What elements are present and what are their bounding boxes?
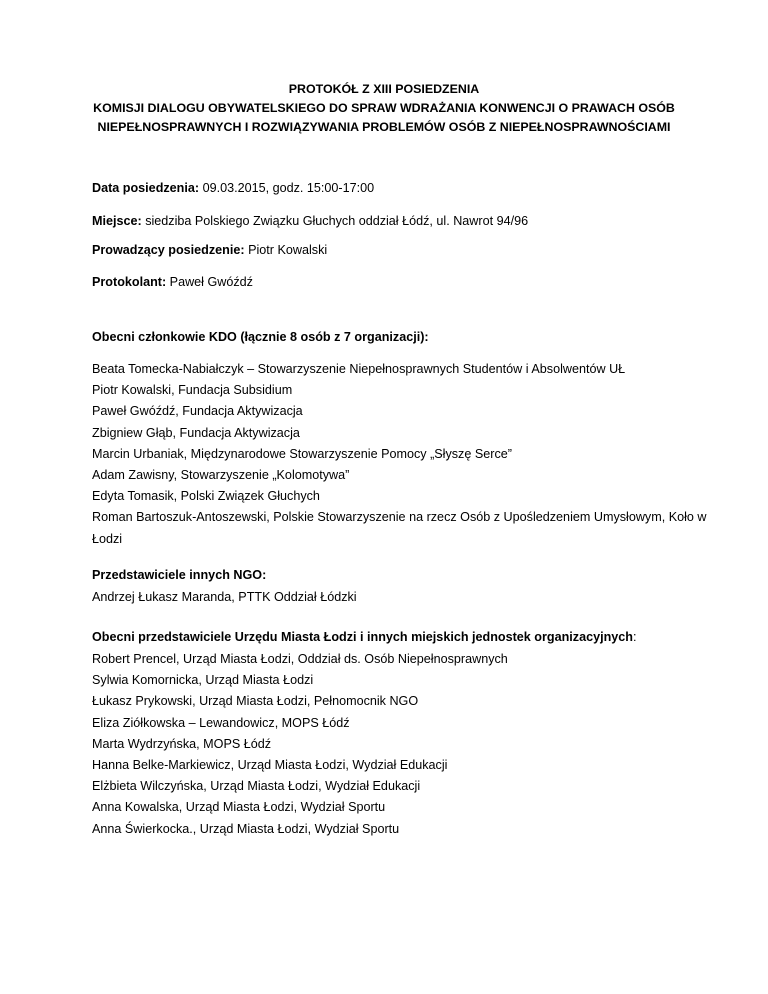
list-item: Edyta Tomasik, Polski Związek Głuchych bbox=[92, 489, 320, 504]
title-line-1: PROTOKÓŁ Z XIII POSIEDZENIA bbox=[288, 82, 480, 96]
list-item: Marcin Urbaniak, Międzynarodowe Stowarzyszenie Pomocy „Słyszę Serce” bbox=[92, 446, 512, 461]
members-list bbox=[92, 359, 712, 550]
list-item: Andrzej Łukasz Maranda, PTTK Oddział Łódzki bbox=[92, 590, 357, 604]
list-item: Łukasz Prykowski, Urząd Miasta Łodzi, Pełnomocnik NGO bbox=[92, 694, 419, 709]
meeting-chair-value: Piotr Kowalski bbox=[244, 243, 328, 257]
list-item: Zbigniew Głąb, Fundacja Aktywizacja bbox=[92, 425, 300, 440]
city-heading bbox=[92, 630, 636, 644]
list-item: Robert Prencel, Urząd Miasta Łodzi, Oddział ds. Osób Niepełnosprawnych bbox=[92, 652, 508, 666]
list-item: Beata Tomecka-Nabiałczyk – Stowarzyszenie Niepełnosprawnych Studentów i Absolwentów UŁ bbox=[92, 362, 626, 376]
members-heading: Obecni członkowie KDO (łącznie 8 osób z 7 organizacji): bbox=[92, 330, 429, 344]
meeting-date-label: Data posiedzenia: bbox=[92, 181, 200, 195]
list-item: Marta Wydrzyńska, MOPS Łódź bbox=[92, 736, 272, 751]
meeting-recorder-value: Paweł Gwóźdź bbox=[166, 275, 253, 289]
list-item: Piotr Kowalski, Fundacja Subsidium bbox=[92, 383, 293, 398]
list-item: Anna Kowalska, Urząd Miasta Łodzi, Wydział Sportu bbox=[92, 800, 386, 815]
list-item: Elżbieta Wilczyńska, Urząd Miasta Łodzi, Wydział Edukacji bbox=[92, 779, 421, 794]
meeting-recorder-label: Protokolant: bbox=[92, 275, 167, 289]
ngo-heading: Przedstawiciele innych NGO: bbox=[92, 568, 267, 582]
meeting-place-label: Miejsce: bbox=[92, 214, 142, 228]
meeting-recorder bbox=[92, 275, 742, 289]
title-line-2: KOMISJI DIALOGU OBYWATELSKIEGO DO SPRAW WDRAŻANIA KONWENCJI O PRAWACH OSÓB bbox=[93, 101, 675, 115]
meeting-place bbox=[92, 214, 742, 228]
meeting-chair-label: Prowadzący posiedzenie: bbox=[92, 243, 245, 257]
meeting-date-value: 09.03.2015, godz. 15:00-17:00 bbox=[199, 181, 375, 195]
city-list bbox=[92, 649, 712, 840]
list-item: Eliza Ziółkowska – Lewandowicz, MOPS Łódź bbox=[92, 715, 350, 730]
list-item: Anna Świerkocka., Urząd Miasta Łodzi, Wydział Sportu bbox=[92, 821, 400, 836]
list-item: Sylwia Komornicka, Urząd Miasta Łodzi bbox=[92, 673, 314, 688]
city-heading-colon: : bbox=[632, 630, 637, 644]
city-heading-text: Obecni przedstawiciele Urzędu Miasta Łodzi i innych miejskich jednostek organizacyjnych bbox=[92, 630, 633, 644]
list-item: Adam Zawisny, Stowarzyszenie „Kolomotywa” bbox=[92, 468, 350, 483]
meeting-chair bbox=[92, 243, 742, 257]
meeting-date bbox=[92, 181, 742, 195]
document-title bbox=[0, 80, 768, 137]
meeting-place-value: siedziba Polskiego Związku Głuchych oddział Łódź, ul. Nawrot 94/96 bbox=[141, 214, 529, 228]
list-item: Paweł Gwóźdź, Fundacja Aktywizacja bbox=[92, 404, 303, 419]
title-line-3: NIEPEŁNOSPRAWNYCH I ROZWIĄZYWANIA PROBLEMÓW OSÓB Z NIEPEŁNOSPRAWNOŚCIAMI bbox=[97, 120, 671, 134]
ngo-list bbox=[92, 587, 712, 608]
list-item: Hanna Belke-Markiewicz, Urząd Miasta Łodzi, Wydział Edukacji bbox=[92, 758, 448, 773]
list-item: Roman Bartoszuk-Antoszewski, Polskie Stowarzyszenie na rzecz Osób z Upośledzeniem Umysłowym, Koło w Łodzi bbox=[92, 510, 707, 546]
